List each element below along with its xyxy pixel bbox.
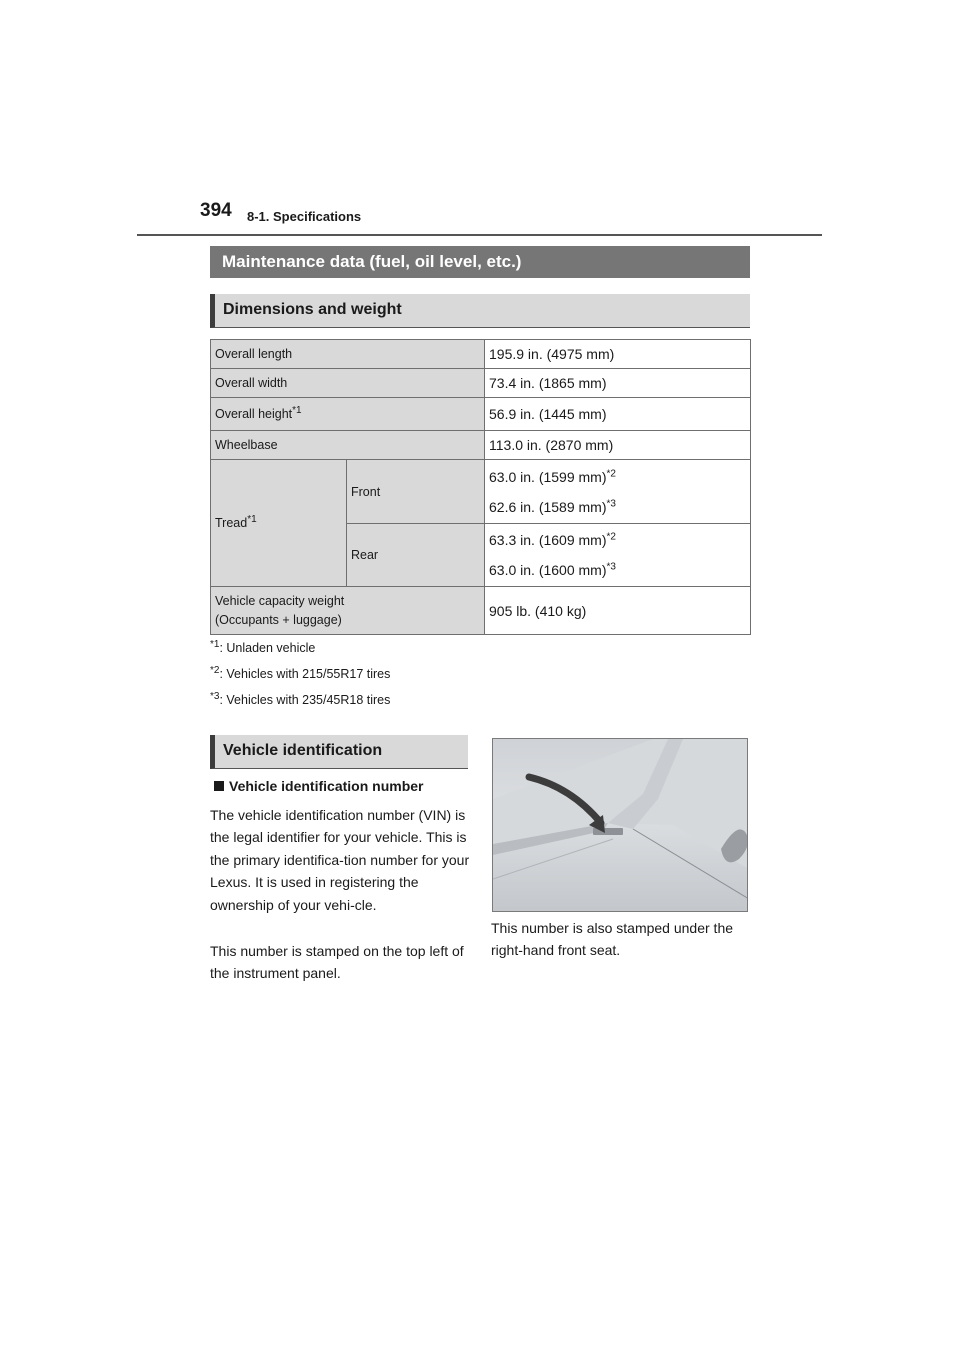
row-value: 73.4 in. (1865 mm) [485, 369, 751, 398]
table-row [211, 460, 751, 524]
footnote-text: : Vehicles with 215/55R17 tires [219, 667, 391, 681]
vehicle-identification-heading: Vehicle identification [210, 735, 468, 769]
footnote-mark: *2 [606, 467, 616, 479]
vin-location-text: This number is stamped on the top left of the instrument panel. [210, 943, 464, 982]
maintenance-data-banner: Maintenance data (fuel, oil level, etc.) [210, 246, 750, 278]
table-row [211, 398, 751, 431]
row-label: Overall width [211, 369, 485, 398]
row-label [211, 398, 485, 431]
tread-rear-label: Rear [347, 524, 485, 587]
dimensions-heading: Dimensions and weight [210, 294, 750, 328]
instrument-panel-drawing [493, 739, 748, 912]
vin-subheading-text: Vehicle identification number [229, 778, 424, 794]
tread-front-values [485, 460, 751, 524]
tread-front-value-a: 63.0 in. (1599 mm) [489, 468, 607, 485]
footnote [210, 664, 391, 681]
overall-height-label: Overall height [215, 407, 293, 421]
footnote-text: : Unladen vehicle [219, 641, 316, 655]
table-row [211, 340, 751, 369]
footnote-mark: *1 [292, 404, 302, 416]
footnote [210, 638, 316, 655]
footnote-text: : Vehicles with 235/45R18 tires [219, 693, 391, 707]
footnote-mark: *2 [606, 531, 616, 543]
tread-front-label: Front [347, 460, 485, 524]
footnote-mark: *3 [606, 497, 616, 509]
page-number: 394 [200, 200, 232, 221]
capacity-label-line1: Vehicle capacity weight [215, 593, 345, 608]
capacity-label-line2: (Occupants + luggage) [215, 612, 342, 627]
row-label [211, 460, 347, 587]
square-bullet-icon [214, 781, 224, 791]
tread-label: Tread [215, 516, 248, 530]
tread-rear-values [485, 524, 751, 587]
vin-seat-location-text: This number is also stamped under the right-hand front seat. [491, 920, 734, 959]
table-row [211, 369, 751, 398]
footnote [210, 690, 391, 707]
tread-front-value-b: 62.6 in. (1589 mm) [489, 498, 607, 515]
row-label: Overall length [211, 340, 485, 369]
footnote-mark: *3 [210, 690, 220, 702]
header-divider [137, 234, 822, 236]
tread-rear-value-b: 63.0 in. (1600 mm) [489, 562, 607, 578]
row-label [211, 587, 485, 635]
section-title: 8-1. Specifications [247, 209, 362, 224]
row-label: Wheelbase [211, 431, 485, 460]
row-value: 905 lb. (410 kg) [485, 587, 751, 635]
footnote-mark: *1 [210, 638, 220, 650]
dimensions-table [210, 339, 751, 635]
table-row [211, 431, 751, 460]
table-row [211, 587, 751, 635]
vin-subheading [214, 778, 423, 794]
row-value: 113.0 in. (2870 mm) [485, 431, 751, 460]
row-value: 56.9 in. (1445 mm) [485, 398, 751, 431]
vin-description: The vehicle identification number (VIN) is the legal identifier for your vehicle. This is the primary identifica-tion number for your Lexus. It is used in registering the ownership of your vehi-cle. [210, 807, 470, 913]
footnote-mark: *1 [247, 513, 257, 525]
vin-location-illustration [492, 738, 748, 912]
footnote-mark: *2 [210, 664, 220, 676]
row-value: 195.9 in. (4975 mm) [485, 340, 751, 369]
footnote-mark: *3 [606, 561, 616, 573]
tread-rear-value-a: 63.3 in. (1609 mm) [489, 532, 607, 548]
